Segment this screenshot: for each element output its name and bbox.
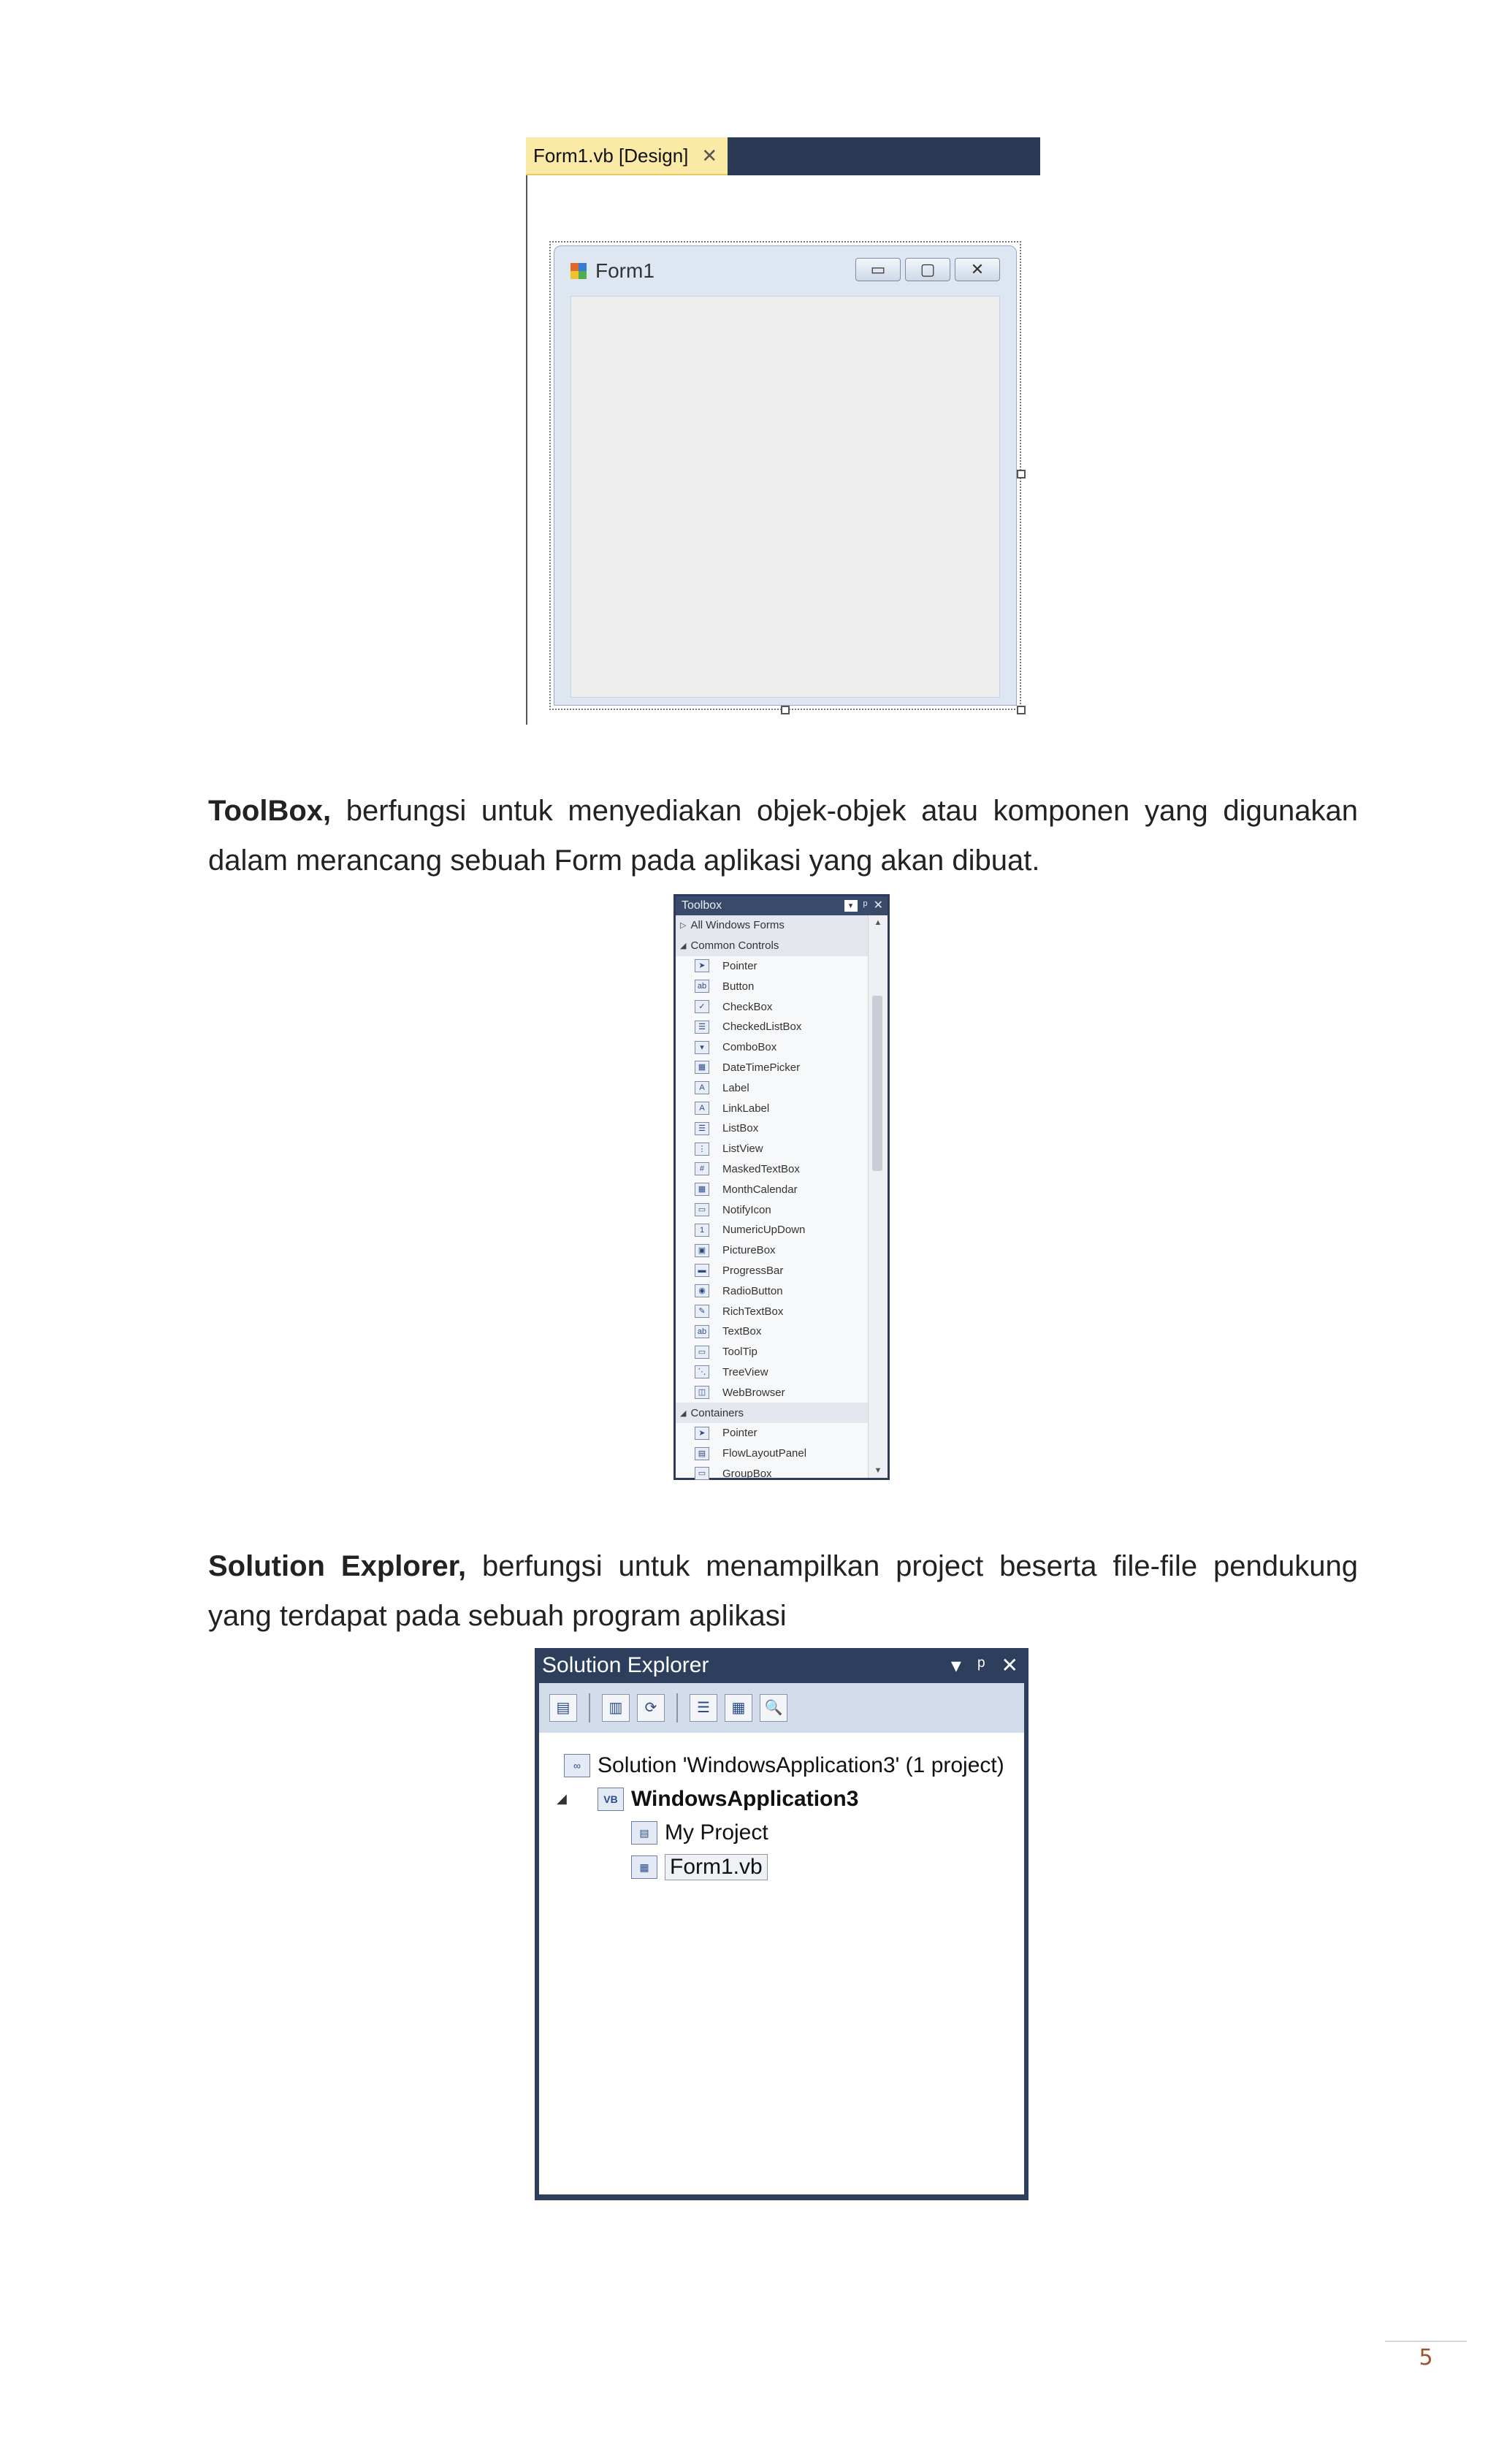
toolbox-item-label: ToolTip xyxy=(722,1346,757,1359)
control-icon: ➤ xyxy=(695,1427,709,1440)
toolbox-item[interactable] xyxy=(676,956,869,977)
control-icon: ▭ xyxy=(695,1346,709,1359)
close-icon[interactable]: ✕ xyxy=(1001,1654,1018,1677)
toolbox-item[interactable] xyxy=(676,1464,869,1484)
toolbox-item[interactable] xyxy=(676,1382,869,1403)
pin-icon[interactable]: ᵖ xyxy=(977,1654,985,1677)
tab-form1-design[interactable] xyxy=(526,137,728,175)
close-icon[interactable]: ✕ xyxy=(955,258,1000,281)
tree-node-my-project[interactable] xyxy=(631,1820,768,1845)
toolbar-separator xyxy=(589,1693,590,1723)
expand-arrow-icon[interactable]: ◢ xyxy=(680,942,687,951)
solution-explorer-panel xyxy=(535,1648,1028,2200)
toolbox-item[interactable] xyxy=(676,1118,869,1139)
toolbox-item-label: ListBox xyxy=(722,1122,759,1135)
my-project-label: My Project xyxy=(665,1820,768,1845)
solution-desc-1: berfungsi untuk menampilkan project beserta file-file pendukung xyxy=(482,1550,1358,1582)
toolbox-item-label: WebBrowser xyxy=(722,1386,785,1399)
control-icon: ▣ xyxy=(695,1244,709,1257)
toolbox-item[interactable] xyxy=(676,1362,869,1383)
resize-handle-right[interactable] xyxy=(1017,470,1026,478)
document-tab-bar xyxy=(526,137,1040,175)
control-icon: ▭ xyxy=(695,1203,709,1216)
toolbox-item[interactable] xyxy=(676,1443,869,1464)
toolbox-item-label: Label xyxy=(722,1081,749,1094)
solution-explorer-title: Solution Explorer xyxy=(542,1653,709,1677)
toolbox-item-label: ProgressBar xyxy=(722,1264,784,1277)
scroll-thumb[interactable] xyxy=(872,996,882,1171)
toolbox-item[interactable] xyxy=(676,1321,869,1342)
toolbox-section[interactable] xyxy=(676,915,869,936)
control-icon: ▭ xyxy=(695,1467,709,1480)
toolbox-item-label: Button xyxy=(722,980,755,993)
toolbox-item-label: Common Controls xyxy=(690,939,779,953)
toolbox-panel xyxy=(673,894,890,1480)
form-app-icon xyxy=(570,263,587,279)
solution-tree xyxy=(539,1733,1024,2194)
form1-window[interactable] xyxy=(554,245,1017,706)
control-icon: ◉ xyxy=(695,1284,709,1297)
toolbox-item[interactable] xyxy=(676,1139,869,1159)
pin-icon[interactable]: ᵖ xyxy=(863,899,868,912)
toolbox-item-label: TextBox xyxy=(722,1325,762,1338)
scroll-down-icon[interactable]: ▼ xyxy=(874,1466,882,1475)
toolbox-item-label: CheckBox xyxy=(722,1000,773,1013)
designer-canvas[interactable] xyxy=(527,175,1040,725)
toolbox-item-label: Containers xyxy=(690,1406,744,1419)
expand-arrow-icon[interactable]: ◢ xyxy=(680,1408,687,1418)
toolbox-item-label: GroupBox xyxy=(722,1467,772,1480)
toolbox-item[interactable] xyxy=(676,1077,869,1098)
toolbox-item-label: Pointer xyxy=(722,959,757,972)
toolbox-item-label: ComboBox xyxy=(722,1041,777,1054)
control-icon: ➤ xyxy=(695,959,709,972)
toolbox-header xyxy=(676,896,888,915)
toolbox-item[interactable] xyxy=(676,1037,869,1058)
toolbox-item[interactable] xyxy=(676,1199,869,1220)
toolbox-scrollbar[interactable] xyxy=(868,915,888,1478)
solution-explorer-header xyxy=(535,1648,1028,1683)
vb-project-icon: VB xyxy=(598,1788,624,1811)
form-client-area[interactable] xyxy=(570,296,1000,698)
footer-rule xyxy=(1385,2341,1467,2342)
toolbox-item-label: ListView xyxy=(722,1143,763,1156)
toolbox-item-label: CheckedListBox xyxy=(722,1021,802,1034)
control-icon: ☰ xyxy=(695,1021,709,1034)
dropdown-icon[interactable]: ▾ xyxy=(844,900,858,912)
toolbox-item[interactable] xyxy=(676,1017,869,1037)
solution-term: Solution Explorer, xyxy=(208,1550,467,1582)
view-class-diagram-icon[interactable]: 🔍 xyxy=(760,1694,787,1722)
toolbox-item-label: PictureBox xyxy=(722,1244,776,1257)
toolbox-item[interactable] xyxy=(676,1159,869,1180)
form1-label: Form1.vb xyxy=(665,1854,768,1880)
control-icon: ⋱ xyxy=(695,1365,709,1378)
toolbox-item-label: DateTimePicker xyxy=(722,1061,801,1074)
toolbox-item[interactable] xyxy=(676,976,869,996)
form-title: Form1 xyxy=(595,259,654,282)
show-all-files-icon[interactable]: ▥ xyxy=(602,1694,630,1722)
toolbox-item-label: LinkLabel xyxy=(722,1102,770,1115)
control-icon: ▤ xyxy=(695,1447,709,1460)
toolbox-item-label: RadioButton xyxy=(722,1284,783,1297)
toolbox-item-label: RichTextBox xyxy=(722,1305,784,1318)
toolbox-item-label: MonthCalendar xyxy=(722,1183,798,1196)
control-icon: ✓ xyxy=(695,1000,709,1013)
toolbox-item[interactable] xyxy=(676,1342,869,1362)
toolbox-item[interactable] xyxy=(676,1098,869,1118)
toolbox-item-label: MaskedTextBox xyxy=(722,1162,800,1175)
toolbox-paragraph-line1 xyxy=(208,786,1358,836)
toolbox-paragraph xyxy=(208,786,1358,885)
control-icon: 1 xyxy=(695,1224,709,1237)
solution-desc-2: yang terdapat pada sebuah program aplikasi xyxy=(208,1600,787,1632)
toolbox-item[interactable] xyxy=(676,1261,869,1281)
dropdown-icon[interactable]: ▾ xyxy=(950,1654,961,1677)
control-icon: ab xyxy=(695,1325,709,1338)
tree-node-project[interactable] xyxy=(598,1787,858,1812)
close-icon[interactable]: ✕ xyxy=(873,899,883,912)
toolbox-list xyxy=(676,915,869,1484)
tree-node-form1[interactable] xyxy=(631,1854,768,1880)
control-icon: A xyxy=(695,1102,709,1115)
control-icon: A xyxy=(695,1081,709,1094)
control-icon: ☰ xyxy=(695,1122,709,1135)
maximize-icon[interactable]: ▢ xyxy=(905,258,950,281)
resize-handle-corner[interactable] xyxy=(1017,706,1026,714)
form-file-icon: ▦ xyxy=(631,1855,657,1879)
scroll-up-icon[interactable]: ▲ xyxy=(874,918,882,927)
tab-close-icon[interactable]: ✕ xyxy=(701,144,718,167)
toolbox-item[interactable] xyxy=(676,1220,869,1240)
expand-arrow-icon[interactable]: ▷ xyxy=(680,921,687,931)
toolbox-item-label: NumericUpDown xyxy=(722,1224,806,1237)
tab-label: Form1.vb [Design] xyxy=(533,144,689,167)
control-icon: ▾ xyxy=(695,1041,709,1054)
minimize-icon[interactable]: ▭ xyxy=(855,258,901,281)
control-icon: ▦ xyxy=(695,1061,709,1074)
view-code-icon[interactable]: ☰ xyxy=(690,1694,717,1722)
solution-explorer-toolbar xyxy=(539,1683,1024,1733)
control-icon: ✎ xyxy=(695,1305,709,1318)
control-icon: # xyxy=(695,1162,709,1175)
control-icon: ▬ xyxy=(695,1264,709,1277)
form-designer-panel xyxy=(526,137,1040,725)
tree-node-solution[interactable] xyxy=(564,1753,1004,1778)
project-label: WindowsApplication3 xyxy=(631,1787,859,1811)
toolbox-term: ToolBox, xyxy=(208,795,332,827)
control-icon: ⋮ xyxy=(695,1143,709,1156)
toolbox-item-label: TreeView xyxy=(722,1365,768,1378)
solution-paragraph-line1 xyxy=(208,1541,1358,1591)
control-icon: ▦ xyxy=(695,1183,709,1196)
toolbox-item-label: FlowLayoutPanel xyxy=(722,1447,807,1460)
control-icon: ab xyxy=(695,980,709,993)
solution-label: Solution 'WindowsApplication3' (1 project) xyxy=(598,1753,1004,1777)
toolbox-item[interactable] xyxy=(676,1301,869,1321)
properties-icon[interactable]: ▤ xyxy=(549,1694,577,1722)
resize-handle-bottom[interactable] xyxy=(781,706,790,714)
toolbox-desc-2: dalam merancang sebuah Form pada aplikasi yang akan dibuat. xyxy=(208,844,1040,877)
toolbox-item[interactable] xyxy=(676,1179,869,1199)
toolbox-item-label: NotifyIcon xyxy=(722,1203,771,1216)
solution-paragraph xyxy=(208,1541,1358,1641)
toolbox-item[interactable] xyxy=(676,1423,869,1443)
toolbox-item-label: Pointer xyxy=(722,1427,757,1440)
toolbox-title: Toolbox xyxy=(682,899,722,912)
refresh-icon[interactable]: ⟳ xyxy=(637,1694,665,1722)
toolbox-desc-1: berfungsi untuk menyediakan objek-objek atau komponen yang digunakan xyxy=(346,795,1358,827)
form-title-bar xyxy=(570,259,654,283)
toolbar-separator xyxy=(676,1693,678,1723)
toolbox-item[interactable] xyxy=(676,1281,869,1301)
expand-arrow-icon[interactable]: ◢ xyxy=(557,1791,567,1806)
toolbox-section[interactable] xyxy=(676,936,869,956)
window-buttons xyxy=(855,258,1000,281)
toolbox-item-label: All Windows Forms xyxy=(690,919,785,932)
toolbox-section[interactable] xyxy=(676,1403,869,1423)
control-icon: ◫ xyxy=(695,1386,709,1399)
page-number: 5 xyxy=(1419,2345,1433,2370)
toolbox-item[interactable] xyxy=(676,1058,869,1078)
view-designer-icon[interactable]: ▦ xyxy=(725,1694,752,1722)
toolbox-item[interactable] xyxy=(676,996,869,1017)
my-project-icon: ▤ xyxy=(631,1821,657,1845)
toolbox-item[interactable] xyxy=(676,1240,869,1261)
solution-icon: ∞ xyxy=(564,1754,590,1777)
